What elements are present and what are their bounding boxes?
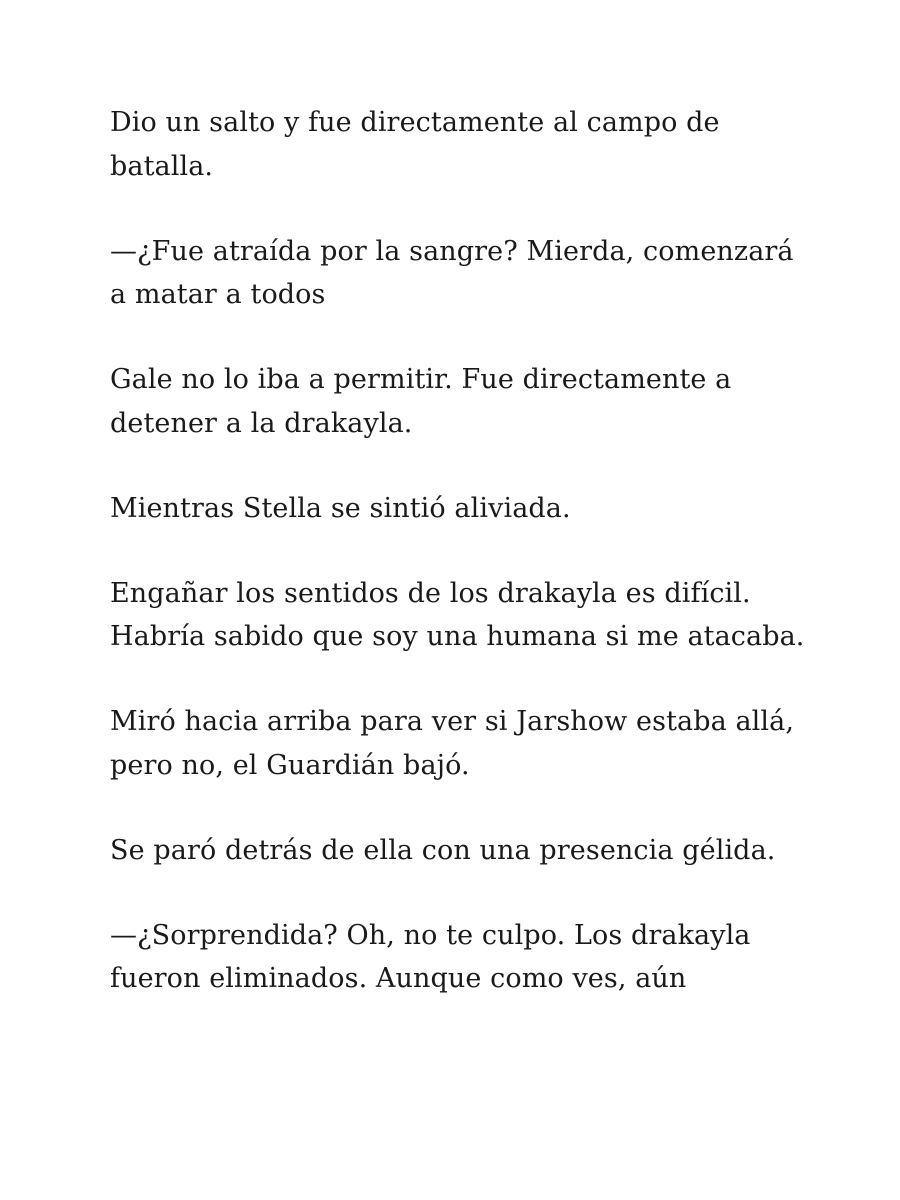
paragraph: Mientras Stella se sintió aliviada. <box>110 492 571 524</box>
paragraph: Dio un salto y fue directamente al campo de batalla. <box>110 107 720 182</box>
paragraph: —¿Fue atraída por la sangre? Mierda, comenzará a matar a todos <box>110 235 794 310</box>
text-body <box>110 101 810 1001</box>
paragraph: Gale no lo iba a permitir. Fue directamente a detener a la drakayla. <box>110 364 732 439</box>
paragraph: Engañar los sentidos de los drakayla es difícil. Habría sabido que soy una humana si me atacaba. <box>110 577 805 652</box>
paragraph: —¿Sorprendida? Oh, no te culpo. Los drakayla fueron eliminados. Aunque como ves, aún <box>110 919 751 994</box>
paragraph: Se paró detrás de ella con una presencia gélida. <box>110 834 776 866</box>
paragraph: Miró hacia arriba para ver si Jarshow estaba allá, pero no, el Guardián bajó. <box>110 706 795 781</box>
